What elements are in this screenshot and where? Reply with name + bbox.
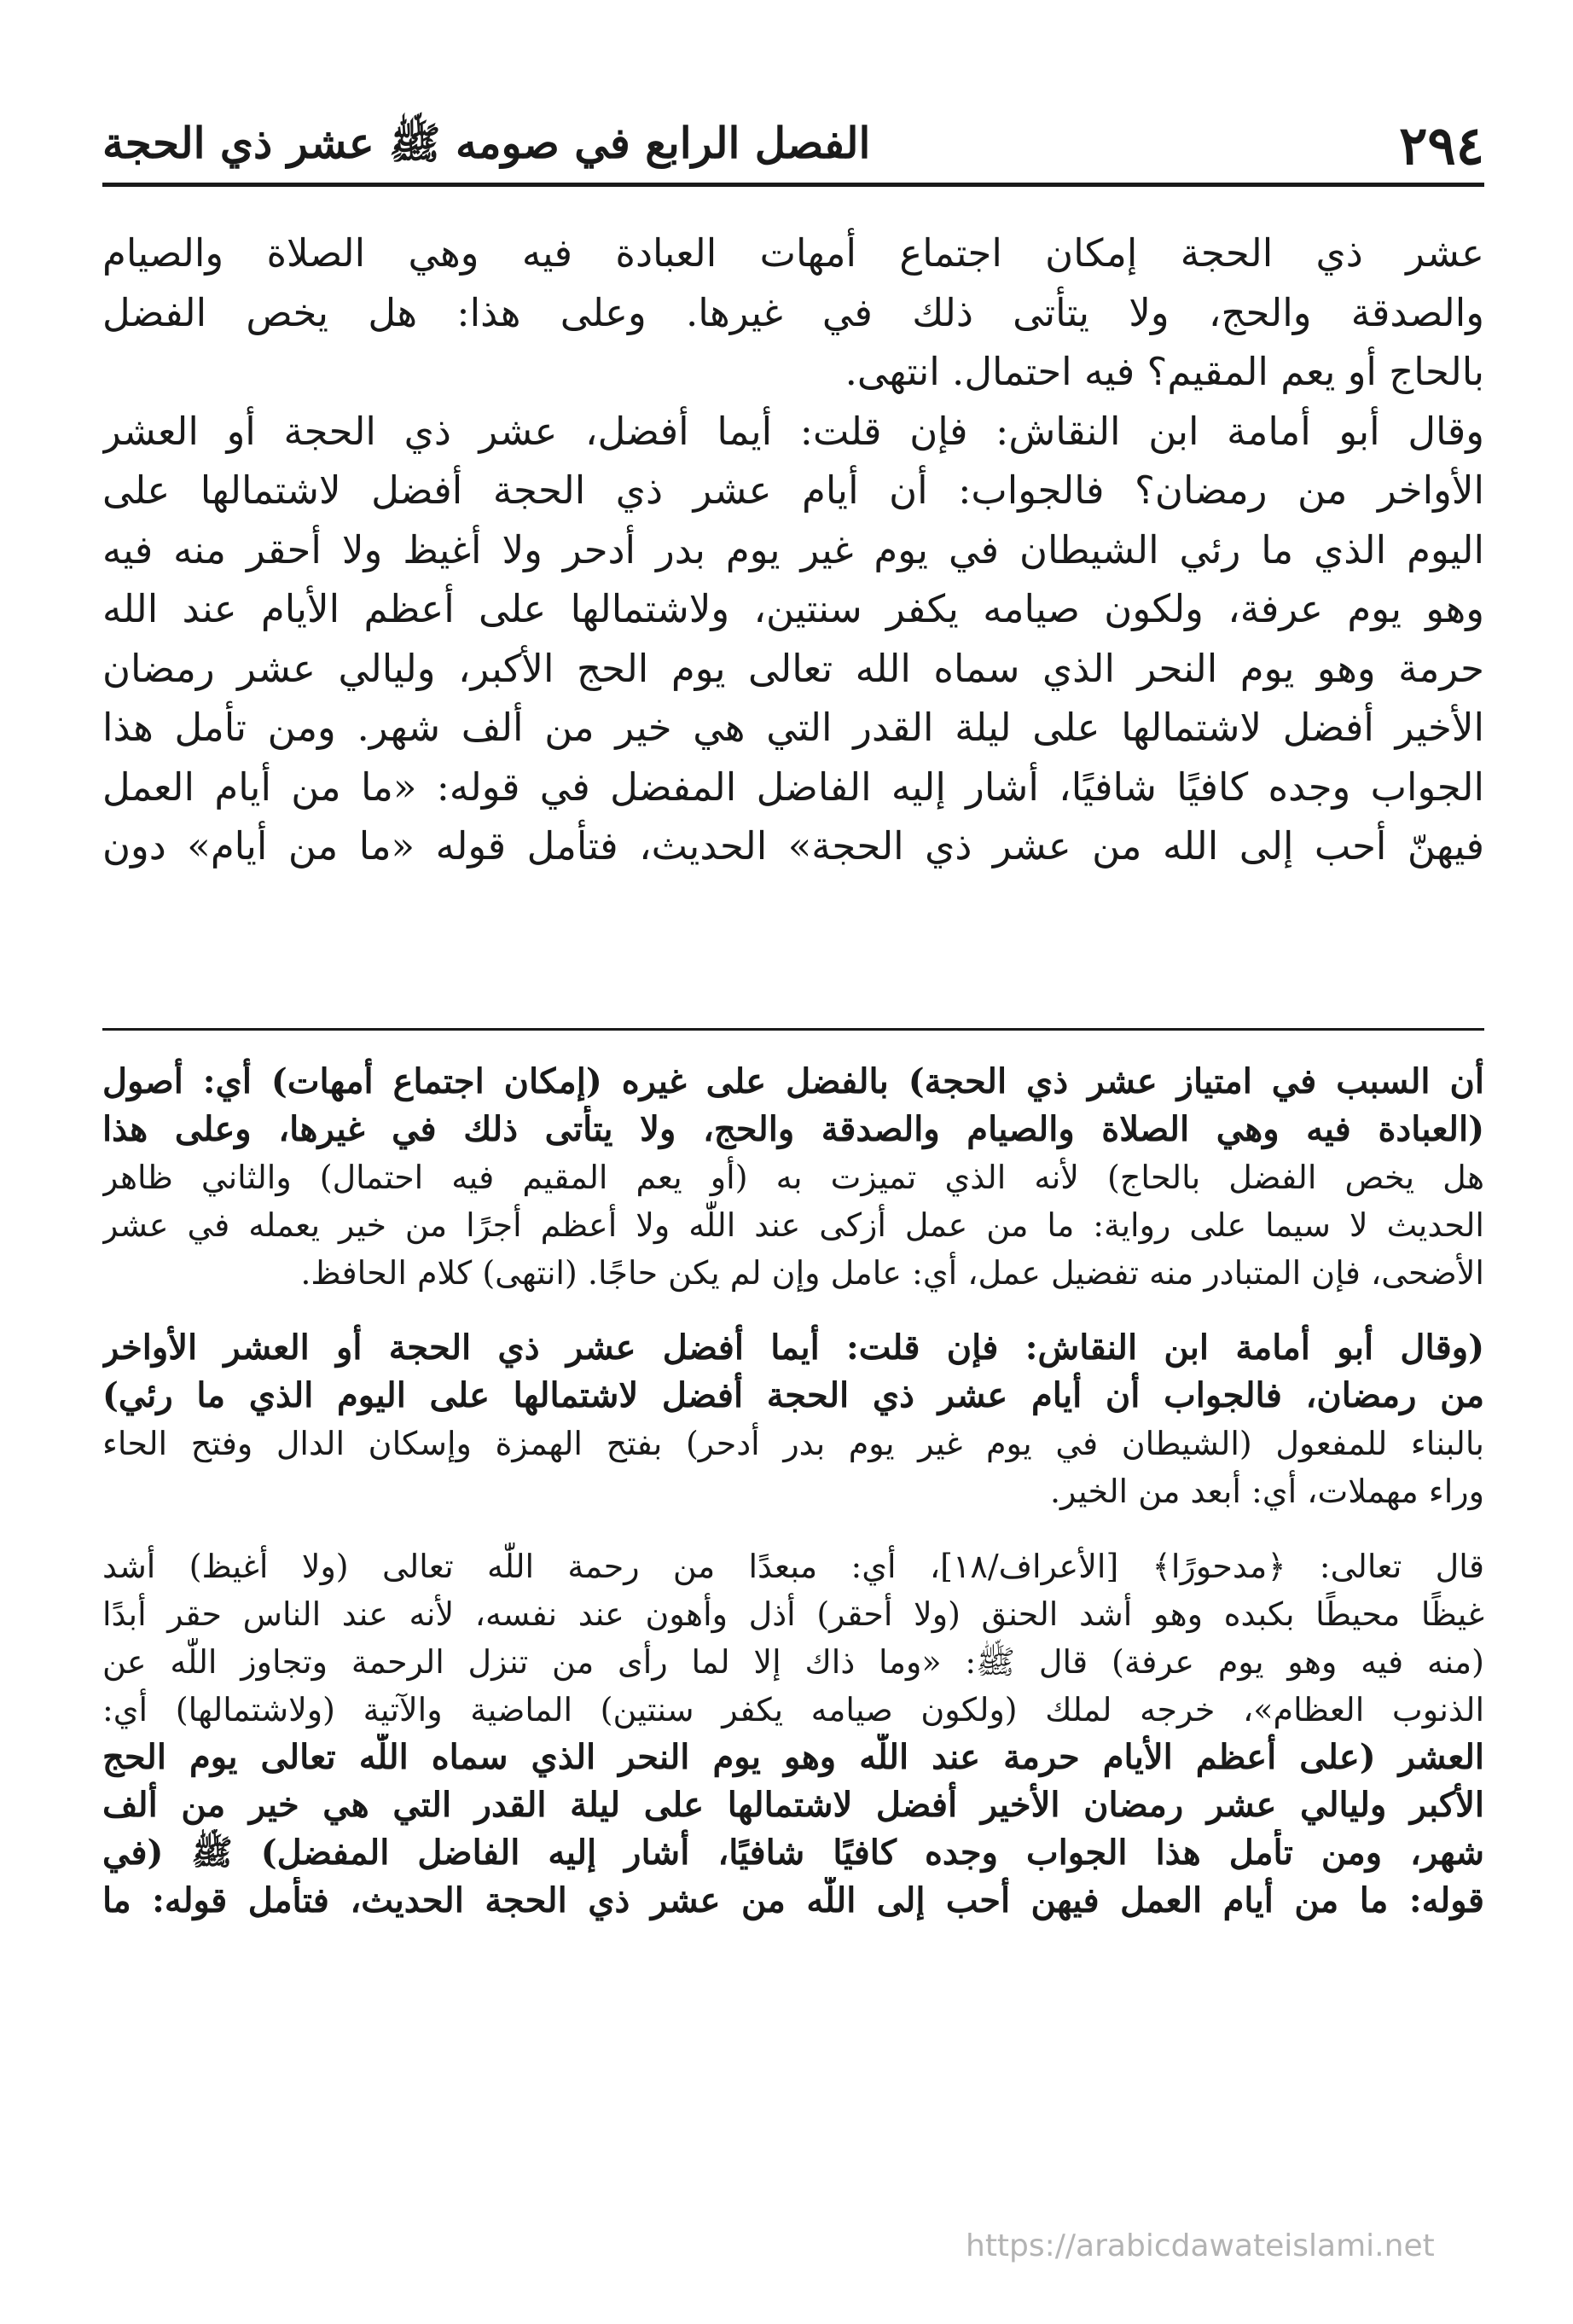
- commentary-paragraph: [102, 1324, 1484, 1515]
- main-line: بالحاج أو يعم المقيم؟ فيه احتمال. انتهى.: [845, 349, 1484, 394]
- commentary-line: (منه فيه وهو يوم عرفة) قال ﷺ: «وما ذاك إلا لما رأى من تنزل الرحمة وتجاوز اللّٰه عن: [102, 1643, 1484, 1681]
- main-line: حرمة وهو يوم النحر الذي سماه الله تعالى يوم الحج الأكبر، وليالي عشر رمضان: [102, 645, 1484, 691]
- commentary-paragraph: [102, 1058, 1484, 1297]
- main-line: عشر ذي الحجة إمكان اجتماع أمهات العبادة فيه وهي الصلاة والصيام: [102, 230, 1484, 276]
- commentary-line: شهر، ومن تأمل هذا الجواب وجده كافيًا شافيًا، أشار إليه الفاضل المفضل) ﷺ (في: [102, 1833, 1484, 1873]
- commentary-paragraph: [102, 1543, 1484, 1925]
- paragraph-gap: [102, 1515, 1484, 1543]
- paragraph-gap: [102, 1297, 1484, 1324]
- page-header: [102, 109, 1484, 177]
- commentary-separator: [102, 1028, 1484, 1031]
- main-line: وقال أبو أمامة ابن النقاش: فإن قلت: أيما أفضل، عشر ذي الحجة أو العشر: [102, 408, 1484, 454]
- main-line: وهو يوم عرفة، ولكون صيامه يكفر سنتين، ولاشتمالها على أعظم الأيام عند الله: [102, 586, 1484, 631]
- header-rule: [102, 183, 1484, 187]
- commentary-line: بالبناء للمفعول (الشيطان في يوم غير يوم بدر أدحر) بفتح الهمزة وإسكان الدال وفتح الحاء: [102, 1425, 1484, 1462]
- commentary-line: غيظًا محيطًا بكبده وهو أشد الحنق (ولا أحقر) أذل وأهون عند نفسه، لأنه عند الناس حقر أبدًا: [102, 1595, 1484, 1633]
- main-line: الأخير أفضل لاشتمالها على ليلة القدر التي هي خير من ألف شهر. ومن تأمل هذا: [102, 705, 1484, 750]
- commentary-line: (العبادة فيه وهي الصلاة والصيام والصدقة والحج، ولا يتأتى ذلك في غيرها، وعلى هذا: [102, 1109, 1484, 1149]
- commentary-line: قال تعالى: ﴿مدحورًا﴾ [الأعراف/١٨]، أي: مبعدًا من رحمة اللّٰه تعالى (ولا أغيظ) أشد: [102, 1548, 1484, 1585]
- commentary: [102, 1058, 1484, 1925]
- commentary-line: الأكبر وليالي عشر رمضان الأخير أفضل لاشتمالها على ليلة القدر التي هي خير من ألف: [102, 1785, 1484, 1825]
- commentary-line: العشر (على أعظم الأيام حرمة عند اللّٰه وهو يوم النحر الذي سماه اللّٰه تعالى يوم الحج: [102, 1737, 1484, 1777]
- commentary-line: قوله: ما من أيام العمل فيهن أحب إلى اللّٰه من عشر ذي الحجة الحديث، فتأمل قوله: ما: [102, 1880, 1484, 1920]
- commentary-line: الحديث لا سيما على رواية: ما من عمل أزكى عند اللّٰه ولا أعظم أجرًا من خير يعمله في عشر: [102, 1206, 1484, 1244]
- page-number: ٢٩٤: [1399, 114, 1484, 177]
- commentary-line: الأضحى، فإن المتبادر منه تفضيل عمل، أي: عامل وإن لم يكن حاجًا. (انتهى) كلام الحافظ.: [300, 1254, 1484, 1292]
- running-title: الفصل الرابع في صومه ﷺ عشر ذي الحجة: [102, 118, 871, 168]
- main-text: [102, 224, 1484, 876]
- main-line: فيهنّ أحب إلى الله من عشر ذي الحجة» الحديث، فتأمل قوله «ما من أيام» دون: [102, 823, 1484, 869]
- commentary-line: الذنوب العظام»، خرجه لملك (ولكون صيامه يكفر سنتين) الماضية والآتية (ولاشتمالها) أي:: [102, 1691, 1484, 1728]
- commentary-line: أن السبب في امتياز عشر ذي الحجة) بالفضل على غيره (إمكان اجتماع أمهات) أي: أصول: [102, 1061, 1484, 1101]
- main-line: والصدقة والحج، ولا يتأتى ذلك في غيرها. وعلى هذا: هل يخص الفضل: [102, 289, 1484, 335]
- commentary-line: (وقال أبو أمامة ابن النقاش: فإن قلت: أيما أفضل عشر ذي الحجة أو العشر الأواخر: [102, 1328, 1484, 1368]
- main-line: اليوم الذي ما رئي الشيطان في يوم غير يوم بدر أدحر ولا أغيظ ولا أحقر منه فيه: [102, 526, 1484, 572]
- watermark-url: https://arabicdawateislami.net: [966, 2228, 1435, 2263]
- main-line: الأواخر من رمضان؟ فالجواب: أن أيام عشر ذي الحجة أفضل لاشتمالها على: [102, 468, 1484, 513]
- main-line: الجواب وجده كافيًا شافيًا، أشار إليه الفاضل المفضل في قوله: «ما من أيام العمل: [102, 764, 1484, 810]
- commentary-line: هل يخص الفضل بالحاج) لأنه الذي تميزت به (أو يعم المقيم فيه احتمال) والثاني ظاهر: [102, 1159, 1484, 1196]
- commentary-line: من رمضان، فالجواب أن أيام عشر ذي الحجة أفضل لاشتمالها على اليوم الذي ما رئي): [102, 1375, 1484, 1415]
- commentary-line: وراء مهملات، أي: أبعد من الخير.: [1049, 1473, 1484, 1510]
